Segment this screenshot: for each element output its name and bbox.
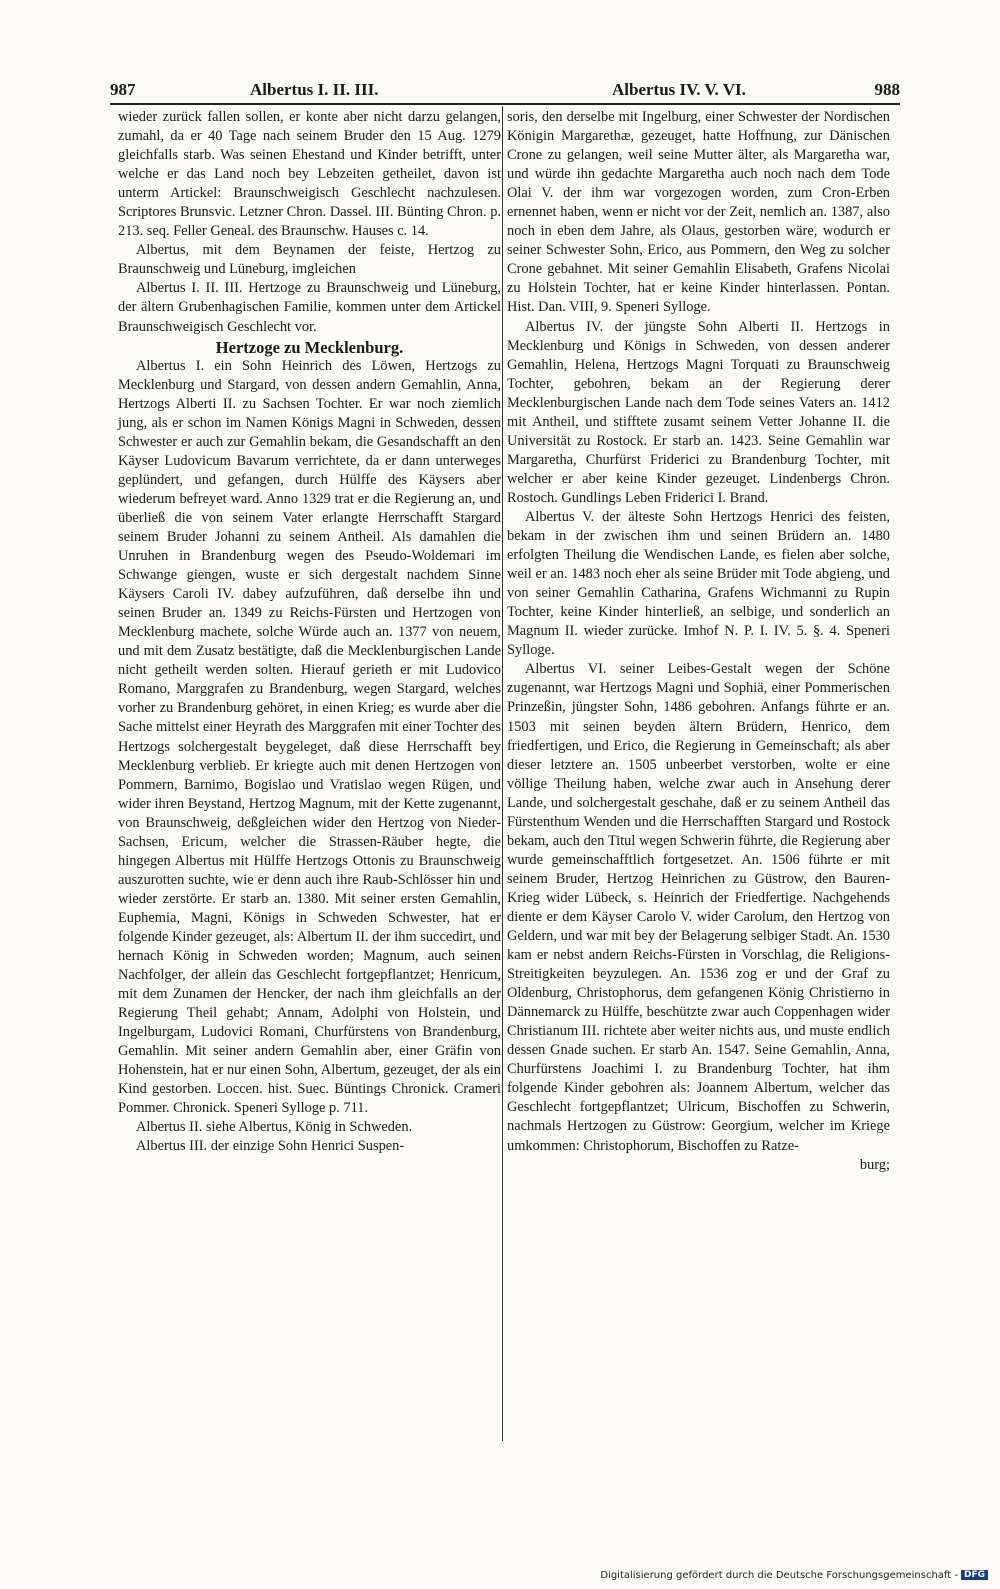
entry-paragraph: Albertus I. ein Sohn Heinrich des Löwen, Hertzogs zu Mecklenburg und Stargard, von dessen andern Gemahlin, Anna, Hertzogs Alberti II. zu Sachsen Tochter. Er war noch ziemlich jung, als er schon im Namen Königs Magni in Schweden, dessen Schwester er auch zur Gemahlin bekam, die Gesandschafft an den Käyser Ludovicum Bavarum verrichtete, da er dann unterweges geplündert, und gefangen, durch Hülffe des Käysers aber wiederum befreyet ward. Anno 1329 trat er die Regierung an, und überließ die von seinem Vater erlangte Herrschafft Stargard seinem Bruder Johanni zu seinem Antheil. Als damahlen die Unruhen in Brandenburg wegen des Pseudo-Woldemari im Schwange giengen, wuste er sich dergestalt nachdem Sinne Käysers Caroli IV. dabey aufzuführen, daß derselbe ihn und seinen Bruder an. 1349 zu Reichs-Fürsten und Hertzogen von Mecklenburg machete, solche Würde auch an. 1377 von neuem, und mit dem Zusatz bestätigte, daß die Mecklenburgischen Lande nicht getheilt werden solten. Hierauf gerieth er mit Ludovico Romano, Marggrafen zu Brandenburg, wegen Stargard, welches vorher zu Brandenburg gehöret, in einen Krieg; es wurde aber die Sache mittelst einer Heyrath des Marggrafen mit einer Tochter des Hertzogs solchergestalt beygeleget, daß diese Herrschafft bey Mecklenburg verblieb. Er kriegte auch mit denen Hertzogen von Pommern, Barnimo, Bogislao und Vratislao wegen Rügen, und wider ihren Beystand, Hertzog Magnum, mit der Kette zugenannt, von Braunschweig, deßgleichen wider den Hertzog von Nieder-Sachsen, Ericum, welcher die Strassen-Räuber hegte, die hingegen Albertus mit Hülffe Hertzogs Ottonis zu Braunschweig auszurotten suchte, wie er denn auch ihre Raub-Schlösser hin und wieder zerstörte. Er starb an. 1380. Mit seiner ersten Gemahlin, Euphemia, Magni, Königs in Schweden Schwester, hat er folgende Kinder gezeuget, als: Albertum II. der ihm succedirt, und hernach König in Schweden worden; Magnum, auch seinen Nachfolger, der allein das Geschlecht fortgepflantzet; Henricum, mit dem Zunamen der Hencker, der nach ihm gleichfalls an der Regierung Theil gehabt; Annam, Adolphi von Holstein, und Ingelburgam, Ludovici Romani, Churfürstens von Brandenburg, Gemahlin. Mit seiner andern Gemahlin aber, einer Gräfin von Hohenstein, hat er nur einen Sohn, Albertum, gezeuget, der als ein Kind gestorben. Loccen. hist. Suec. Büntings Chronick. Crameri Pommer. Chronick. Speneri Sylloge p. 711. xyxy=(118,357,501,1117)
left-column xyxy=(118,108,501,1157)
entry-paragraph: Albertus I. II. III. Hertzoge zu Braunschweig und Lüneburg, der ältern Grubenhagischen Familie, kommen unter dem Artickel Braunschweigisch Geschlecht vor. xyxy=(118,280,501,335)
column-divider xyxy=(502,106,503,1441)
entry-paragraph: wieder zurück fallen sollen, er konte aber nicht darzu gelangen, zumahl, da er 40 Tage nach seinem Bruder den 15 Aug. 1279 gleichfalls starb. Was seinen Ehestand und Kinder betrifft, unter welche er das Land noch bey Lebzeiten getheilet, davon ist unterm Artickel: Braunschweigisch Geschlecht nachzulesen. Scriptores Brunsvic. Letzner Chron. Dassel. III. Bünting Chron. p. 213. seq. Feller Geneal. des Braunschw. Hauses c. 14. xyxy=(118,109,501,240)
running-title-left: Albertus I. II. III. xyxy=(250,80,379,99)
entry-paragraph: Albertus V. der älteste Sohn Hertzogs Henrici des feisten, bekam in der zwischen ihm und seinen Brüdern an. 1480 erfolgten Theilung die Wendischen Lande, es fielen aber solche, weil er an. 1483 noch eher als seine Brüder mit Tode abgieng, und von seiner Gemahlin Catharina, Grafens Wichmanni zu Rupin Tochter, keine Kinder hinterließ, an selbige, und sonderlich an Magnum II. wieder zurücke. Imhof N. P. I. IV. 5. §. 4. Speneri Sylloge. xyxy=(507,508,890,659)
page-number-left: 987 xyxy=(110,80,136,99)
catchword: burg; xyxy=(859,1156,890,1173)
entry-paragraph: Albertus, mit dem Beynamen der feiste, Hertzog zu Braunschweig und Lüneburg, imgleichen xyxy=(118,242,501,278)
page-header xyxy=(100,80,900,104)
entry-paragraph: Albertus IV. der jüngste Sohn Alberti II. Hertzogs in Mecklenburg und Königs in Schweden, von dessen anderer Gemahlin, Helena, Hertzogs Magni Torquati zu Braunschweig Tochter, gebohren, bekam an der Regierung derer Mecklenburgischen Lande nach dem Tode seines Vaters an. 1412 mit Antheil, und stifftete zusamt seinem Vetter Johanne II. die Universität zu Rostock. Er starb an. 1423. Seine Gemahlin war Margaretha, Churfürst Friderici zu Brandenburg Tochter, mit welcher er aber keine Kinder gezeuget. Lindenbergs Chron. Rostoch. Gundlings Leben Friderici I. Brand. xyxy=(507,318,890,506)
header-rule xyxy=(110,103,900,105)
entry-paragraph: Albertus II. siehe Albertus, König in Schweden. xyxy=(136,1119,413,1136)
entry-paragraph: soris, den derselbe mit Ingelburg, einer Schwester der Nordischen Königin Margarethæ, gezeuget, hatte Hoffnung, zur Dänischen Crone zu gelangen, weil seine Mutter älter, als Margaretha war, und würde ihn gedachte Margaretha auch noch nach dem Tode Olai V. der ihm war vorgezogen worden, zum Cron-Erben ernennet haben, wenn er nicht vor der Zeit, nemlich an. 1387, also noch in eben dem Jahre, als Olaus, gestorben wäre, wodurch er seiner Schwester Sohn, Erico, aus Pommern, den Weg zu solcher Crone gebahnet. Mit seiner Gemahlin Elisabeth, Grafens Nicolai zu Holstein Tochter, hat er keine Kinder hinterlassen. Pontan. Hist. Dan. VIII, 9. Speneri Sylloge. xyxy=(507,109,890,316)
credit-text: Digitalisierung gefördert durch die Deutsche Forschungsgemeinschaft - xyxy=(600,1570,958,1581)
dfg-logo: DFG xyxy=(961,1570,988,1580)
digitization-credit xyxy=(600,1570,988,1581)
section-heading: Hertzoge zu Mecklenburg. xyxy=(215,337,404,357)
running-title-right: Albertus IV. V. VI. xyxy=(612,80,746,99)
entry-paragraph: Albertus III. der einzige Sohn Henrici Suspen- xyxy=(136,1138,405,1155)
page-number-right: 988 xyxy=(874,80,900,99)
right-column xyxy=(507,108,890,1175)
entry-paragraph: Albertus VI. seiner Leibes-Gestalt wegen der Schöne zugenannt, war Hertzogs Magni und Sophiä, einer Pommerischen Prinzeßin, jüngster Sohn, 1486 gebohren. Anfangs führte er an. 1503 mit seinen beyden ältern Brüdern, Henrico, dem friedfertigen, und Erico, die Regierung in Gemeinschaft; als aber dieser letztere an. 1505 unbeerbet verstorben, wolte er eine völlige Theilung haben, welche zwar auch in Ansehung derer Lande, und solchergestalt geschahe, daß er zu seinem Antheil das Fürstenthum Wenden und die Herrschafften Stargard und Rostock bekam, auch den Titul wegen Schwerin führte, die Regierung aber wurde gemeinschafftlich fortgesetzet. An. 1506 führte er mit seinem Bruder, Hertzog Heinrichen zu Güstrow, den Bauren-Krieg wider Lübeck, s. Heinrich der Friedfertige. Nachgehends diente er dem Käyser Carolo V. wider Carolum, den Hertzog von Geldern, und war mit bey der Belagerung selbiger Stadt. An. 1530 kam er nebst andern Reichs-Fürsten in Vorschlag, die Religions-Streitigkeiten beyzulegen. An. 1536 zog er und der Graf zu Oldenburg, Christophorus, dem gefangenen König Christierno in Dännemarck zu Hülffe, beschützte zwar auch Coppenhagen wider Christianum III. richtete aber weiter nichts aus, und muste endlich dessen Gnade suchen. Er starb An. 1547. Seine Gemahlin, Anna, Churfürstens Joachimi I. zu Brandenburg Tochter, hat ihm folgende Kinder gebohren als: Joannem Albertum, welcher das Geschlecht fortgepflantzet; Ulricum, Bischoffen zu Schwerin, nachmals Hertzogen zu Güstrow: Georgium, welcher im Kriege umkommen: Christophorum, Bischoffen zu Ratze- xyxy=(507,661,890,1154)
